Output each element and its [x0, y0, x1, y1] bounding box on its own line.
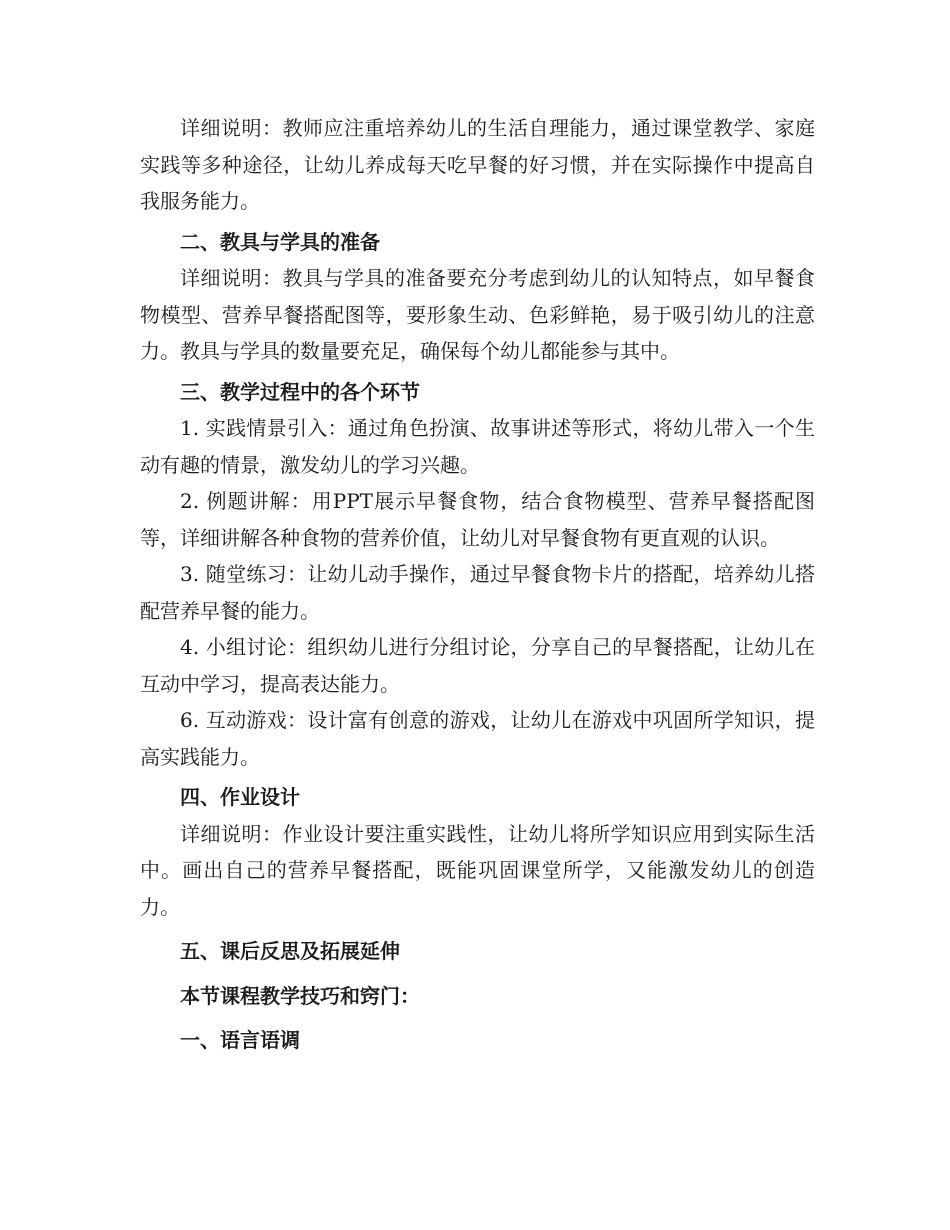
heading-language-tone: 一、语言语调: [180, 1028, 300, 1052]
heading-teaching-aids: 二、教具与学具的准备: [180, 229, 380, 254]
paragraph-step-6: 6. 互动游戏：设计富有创意的游戏，让幼儿在游戏中巩固所学知识，提高实践能力。: [140, 708, 815, 769]
heading-homework-design: 四、作业设计: [180, 785, 300, 809]
paragraph-step-2: 2. 例题讲解：用PPT展示早餐食物，结合食物模型、营养早餐搭配图等，详细讲解各种食物的营养价值，让幼儿对早餐食物有更直观的认识。: [140, 489, 815, 550]
heading-teaching-tips: 本节课程教学技巧和窍门：: [180, 983, 420, 1008]
paragraph-step-3: 3. 随堂练习：让幼儿动手操作，通过早餐食物卡片的搭配，培养幼儿搭配营养早餐的能力。: [140, 562, 815, 623]
paragraph-step-4: 4. 小组讨论：组织幼儿进行分组讨论，分享自己的早餐搭配，让幼儿在互动中学习，提高表达能力。: [140, 635, 815, 696]
paragraph-step-1: 1. 实践情景引入：通过角色扮演、故事讲述等形式，将幼儿带入一个生动有趣的情景，激发幼儿的学习兴趣。: [140, 416, 815, 477]
paragraph-teaching-aids-detail: 详细说明：教具与学具的准备要充分考虑到幼儿的认知特点，如早餐食物模型、营养早餐搭配图等，要形象生动、色彩鲜艳，易于吸引幼儿的注意力。教具与学具的数量要充足，确保每个幼儿都能参与其中。: [140, 266, 815, 363]
heading-teaching-process: 三、教学过程中的各个环节: [180, 379, 420, 404]
paragraph-homework-detail: 详细说明：作业设计要注重实践性，让幼儿将所学知识应用到实际生活中。画出自己的营养早餐搭配，既能巩固课堂所学，又能激发幼儿的创造力。: [140, 821, 815, 919]
heading-reflection: 五、课后反思及拓展延伸: [180, 939, 400, 963]
paragraph-intro-detail: 详细说明：教师应注重培养幼儿的生活自理能力，通过课堂教学、家庭实践等多种途径，让幼儿养成每天吃早餐的好习惯，并在实际操作中提高自我服务能力。: [140, 116, 815, 213]
